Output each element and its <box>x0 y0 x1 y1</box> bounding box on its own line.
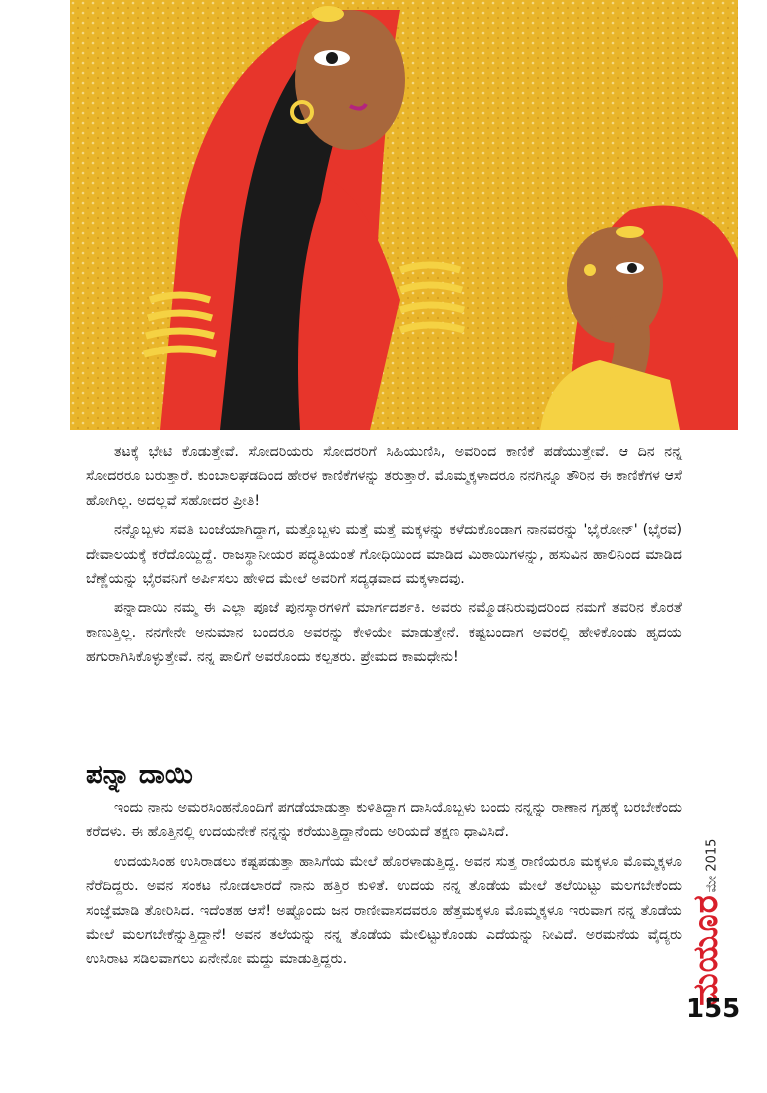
paragraph: ಉದಯಸಿಂಹ ಉಸಿರಾಡಲು ಕಷ್ಟಪಡುತ್ತಾ ಹಾಸಿಗೆಯ ಮೇಲೆ ಹೊರಳಾಡುತ್ತಿದ್ದ. ಅವನ ಸುತ್ತ ರಾಣಿಯರೂ ಮಕ್ಕಳೂ ಮೊಮ್ಮಕ್ಕಳೂ ನೆರೆದಿದ್ದರು. ಅವನ ಸಂಕಟ ನೋಡಲಾರದೆ ನಾನು ಹತ್ತಿರ ಕುಳಿತೆ. ಉದಯ ನನ್ನ ತೊಡೆಯ ಮೇಲೆ ತಲೆಯಿಟ್ಟು ಮಲಗಬೇಕೆಂದು ಸಂಜ್ಞೆಮಾಡಿ ತೋರಿಸಿದ. ಇದೆಂತಹ ಆಸೆ! ಅಷ್ಟೊಂದು ಜನ ರಾಣೀವಾಸದವರೂ ಹೆತ್ತಮಕ್ಕಳೂ ಮೊಮ್ಮಕ್ಕಳೂ ಇರುವಾಗ ನನ್ನ ತೊಡೆಯ ಮೇಲೆ ಮಲಗಬೇಕೆನ್ನುತ್ತಿದ್ದಾನೆ! ಅವನ ತಲೆಯನ್ನು ನನ್ನ ತೊಡೆಯ ಮೇಲಿಟ್ಟುಕೊಂಡು ಎದೆಯನ್ನು ನೀವಿದೆ. ಅರಮನೆಯ ವೈದ್ಯರು ಉಸಿರಾಟ ಸಡಿಲವಾಗಲು ಏನೇನೋ ಮದ್ದು ಮಾಡುತ್ತಿದ್ದರು. <box>86 853 682 968</box>
section-heading: ಪನ್ನಾ ದಾಯಿ <box>86 760 193 790</box>
magazine-sideband <box>686 820 728 1006</box>
paragraph: ತಟಕ್ಕೆ ಭೇಟಿ ಕೊಡುತ್ತೇವೆ. ಸೋದರಿಯರು ಸೋದರರಿಗೆ ಸಿಹಿಯುಣಿಸಿ, ಅವರಿಂದ ಕಾಣಿಕೆ ಪಡೆಯುತ್ತೇವೆ. ಆ ದಿನ ನನ್ನ ಸೋದರರೂ ಬರುತ್ತಾರೆ. ಕುಂಬಾಲಘಡದಿಂದ ಹೇರಳ ಕಾಣಿಕೆಗಳನ್ನು ತರುತ್ತಾರೆ. ಮೊಮ್ಮಕ್ಕಳಾದರೂ ನನಗಿನ್ನೂ ತೌರಿನ ಈ ಕಾಣಿಕೆಗಳ ಆಸೆ ಹೋಗಿಲ್ಲ. ಅದಲ್ಲವೆ ಸಹೋದರ ಪ್ರೀತಿ! <box>86 444 682 509</box>
magazine-logo: ಮಯೂರ <box>686 894 726 1006</box>
page-number: 155 <box>686 994 741 1024</box>
painting-two-women-icon <box>70 0 738 430</box>
article-bottom-paragraphs <box>86 796 682 977</box>
article-top-paragraphs <box>86 440 682 675</box>
paragraph: ಇಂದು ನಾನು ಅಮರಸಿಂಹನೊಂದಿಗೆ ಪಗಡೆಯಾಡುತ್ತಾ ಕುಳಿತಿದ್ದಾಗ ದಾಸಿಯೊಬ್ಬಳು ಬಂದು ನನ್ನನ್ನು ರಾಣಾನ ಗೃಹಕ್ಕೆ ಬರಬೇಕೆಂದು ಕರೆದಳು. ಈ ಹೊತ್ತಿನಲ್ಲಿ ಉದಯನೇಕೆ ನನ್ನನ್ನು ಕರೆಯುತ್ತಿದ್ದಾನೆಂದು ಅರಿಯದೆ ತಕ್ಷಣ ಧಾವಿಸಿದೆ. <box>86 800 682 841</box>
paragraph: ಪನ್ನಾದಾಯಿ ನಮ್ಮ ಈ ಎಲ್ಲಾ ಪೂಜೆ ಪುನಸ್ಕಾರಗಳಿಗೆ ಮಾರ್ಗದರ್ಶಕಿ. ಅವರು ನಮ್ಮೊಡನಿರುವುದರಿಂದ ನಮಗೆ ತವರಿನ ಕೊರತೆ ಕಾಣುತ್ತಿಲ್ಲ. ನನಗೇನೇ ಅನುಮಾನ ಬಂದರೂ ಅವರನ್ನು ಕೇಳಿಯೇ ಮಾಡುತ್ತೇನೆ. ಕಷ್ಟಬಂದಾಗ ಅವರಲ್ಲಿ ಹೇಳಿಕೊಂಡು ಹೃದಯ ಹಗುರಾಗಿಸಿಕೊಳ್ಳುತ್ತೇವೆ. ನನ್ನ ಪಾಲಿಗೆ ಅವರೊಂದು ಕಲ್ಪತರು. ಪ್ರೇಮದ ಕಾಮಧೇನು! <box>86 600 682 666</box>
illustration <box>70 0 738 430</box>
paragraph: ನನ್ನೊಬ್ಬಳು ಸವತಿ ಬಂಜೆಯಾಗಿದ್ದಾಗ, ಮತ್ತೊಬ್ಬಳು ಮತ್ತೆ ಮತ್ತೆ ಮಕ್ಕಳನ್ನು ಕಳೆದುಕೊಂಡಾಗ ನಾನವರನ್ನು 'ಭೈರೋನ್' (ಭೈರವ) ದೇವಾಲಯಕ್ಕೆ ಕರೆದೊಯ್ದಿದ್ದೆ. ರಾಜಸ್ಥಾನೀಯರ ಪದ್ಧತಿಯಂತೆ ಗೋಧಿಯಿಂದ ಮಾಡಿದ ಮಿಠಾಯಿಗಳನ್ನು, ಹಸುವಿನ ಹಾಲಿನಿಂದ ಮಾಡಿದ ಬೆಣ್ಣೆಯನ್ನು ಭೈರವನಿಗೆ ಅರ್ಪಿಸಲು ಹೇಳಿದ ಮೇಲೆ ಅವರಿಗೆ ಸದ್ಯಢವಾದ ಮಕ್ಕಳಾದವು. <box>86 522 682 588</box>
issue-date: ಮೇ 2015 <box>704 838 720 893</box>
